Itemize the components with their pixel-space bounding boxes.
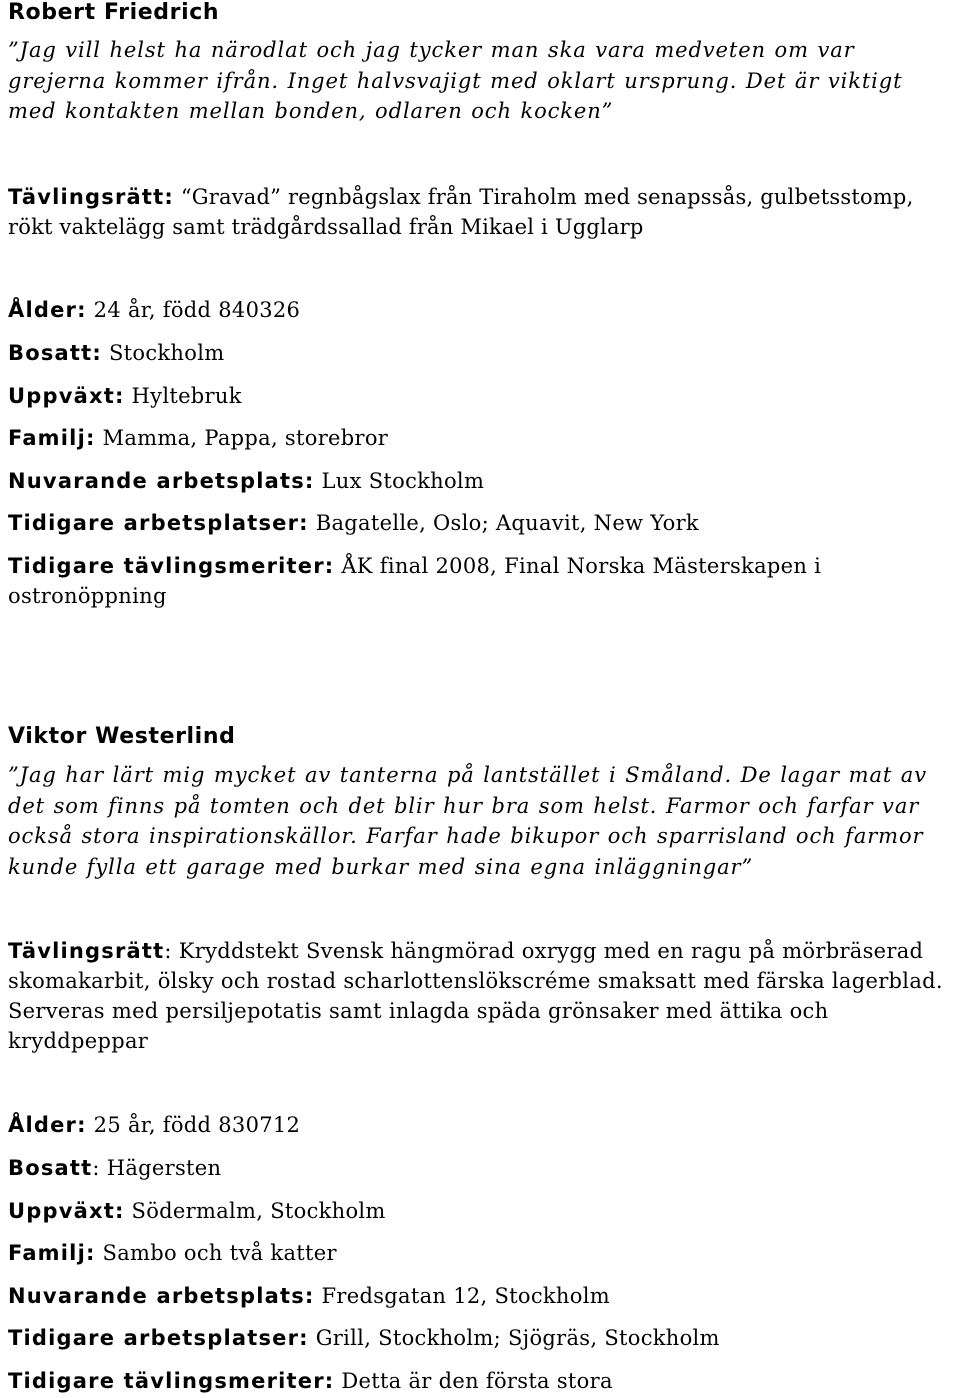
fact-label: Uppväxt: bbox=[8, 1199, 125, 1223]
fact-label: Tidigare tävlingsmeriter: bbox=[8, 554, 335, 578]
dish-label: Tävlingsrätt: bbox=[8, 185, 174, 209]
fact-previous-workplaces bbox=[8, 1323, 953, 1353]
fact-label: Nuvarande arbetsplats: bbox=[8, 469, 315, 493]
fact-value: ÅK final 2008, Final Norska Mästerskapen i ostronöppning bbox=[8, 554, 822, 608]
fact-value: Mamma, Pappa, storebror bbox=[102, 426, 389, 450]
dish-description bbox=[8, 182, 953, 242]
fact-label: Familj: bbox=[8, 426, 96, 450]
fact-value: Södermalm, Stockholm bbox=[131, 1199, 386, 1223]
profile-name: Viktor Westerlind bbox=[8, 724, 236, 749]
fact-value: Hyltebruk bbox=[131, 384, 242, 408]
fact-previous-workplaces bbox=[8, 508, 953, 538]
fact-residence bbox=[8, 338, 953, 368]
fact-competition-merits bbox=[8, 1366, 953, 1396]
fact-label: Bosatt: bbox=[8, 341, 102, 365]
fact-value: Sambo och två katter bbox=[102, 1241, 337, 1265]
fact-label: Tidigare arbetsplatser: bbox=[8, 511, 309, 535]
fact-label: Bosatt bbox=[8, 1156, 93, 1180]
fact-label: Tidigare arbetsplatser: bbox=[8, 1326, 309, 1350]
profile-quote: ”Jag vill helst ha närodlat och jag tycker man ska vara medveten om var grejerna kommer ifrån. Inget halvsvajigt med oklart ursprung. Det är viktigt med kontakten mellan bonden, odlaren och kocken” bbox=[8, 38, 903, 123]
fact-upbringing bbox=[8, 1196, 953, 1226]
fact-upbringing bbox=[8, 381, 953, 411]
fact-value: 25 år, född 830712 bbox=[93, 1113, 301, 1137]
profile-quote: ”Jag har lärt mig mycket av tanterna på lantstället i Småland. De lagar mat av det som finns på tomten och det blir hur bra som helst. Farmor och farfar var också stora inspirationskällor. Farfar hade bikupor och sparrisland och farmor kunde fylla ett garage med burkar med sina egna inläggningar” bbox=[8, 763, 927, 879]
dish-label: Tävlingsrätt bbox=[8, 939, 165, 963]
fact-age bbox=[8, 1110, 953, 1140]
fact-family bbox=[8, 1238, 953, 1268]
dish-text: “Gravad” regnbågslax från Tiraholm med senapssås, gulbetsstomp, rökt vaktelägg samt trädgårdssallad från Mikael i Ugglarp bbox=[8, 185, 914, 239]
fact-label: Ålder: bbox=[8, 298, 87, 322]
fact-residence bbox=[8, 1153, 953, 1183]
fact-current-workplace bbox=[8, 466, 953, 496]
profile-name: Robert Friedrich bbox=[8, 0, 220, 25]
fact-label: Tidigare tävlingsmeriter: bbox=[8, 1369, 335, 1393]
fact-age bbox=[8, 295, 953, 325]
fact-value: Stockholm bbox=[108, 341, 225, 365]
fact-value: : Hägersten bbox=[92, 1156, 222, 1180]
fact-value: Fredsgatan 12, Stockholm bbox=[321, 1284, 610, 1308]
fact-label: Ålder: bbox=[8, 1113, 87, 1137]
fact-label: Nuvarande arbetsplats: bbox=[8, 1284, 315, 1308]
fact-value: Grill, Stockholm; Sjögräs, Stockholm bbox=[315, 1326, 720, 1350]
fact-value: Lux Stockholm bbox=[321, 469, 485, 493]
fact-label: Familj: bbox=[8, 1241, 96, 1265]
fact-value: 24 år, född 840326 bbox=[93, 298, 301, 322]
fact-current-workplace bbox=[8, 1281, 953, 1311]
fact-label: Uppväxt: bbox=[8, 384, 125, 408]
fact-value: Detta är den första stora bbox=[341, 1369, 613, 1393]
dish-description bbox=[8, 936, 953, 1056]
fact-competition-merits bbox=[8, 551, 953, 611]
dish-text: : Kryddstekt Svensk hängmörad oxrygg med en ragu på mörbräserad skomakarbit, ölsky och rostad scharlottenslökscréme smaksatt med färska lagerblad. Serveras med persiljepotatis samt inlagda späda grönsaker med ättika och kryddpeppar bbox=[8, 939, 943, 1053]
fact-family bbox=[8, 423, 953, 453]
fact-value: Bagatelle, Oslo; Aquavit, New York bbox=[315, 511, 699, 535]
